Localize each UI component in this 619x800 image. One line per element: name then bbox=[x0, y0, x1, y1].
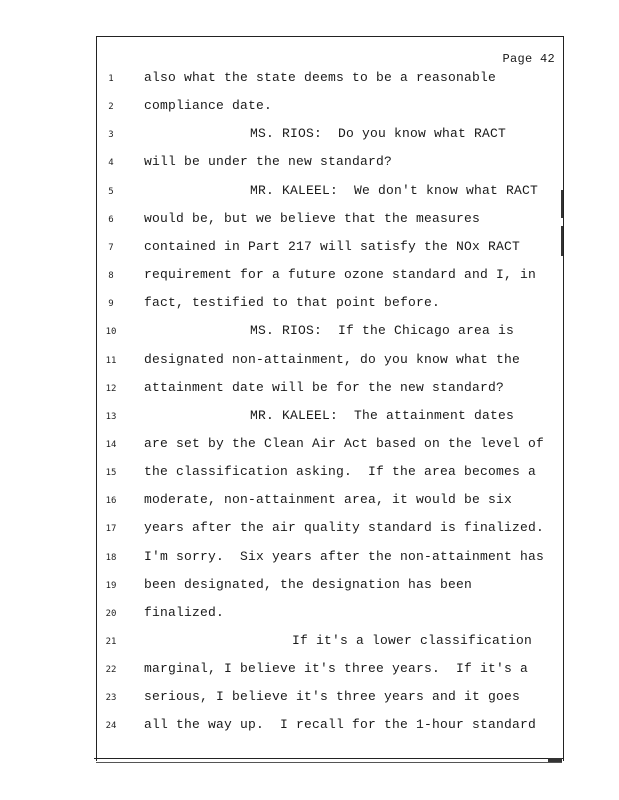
scan-artifact-mark bbox=[548, 758, 562, 762]
transcript-line bbox=[0, 352, 619, 372]
line-text: If it's a lower classification bbox=[292, 633, 533, 648]
transcript-line bbox=[0, 126, 619, 146]
line-text: requirement for a future ozone standard and I, in bbox=[144, 267, 537, 283]
line-number: 19 bbox=[105, 580, 117, 591]
line-number: 18 bbox=[105, 552, 117, 563]
transcript-line bbox=[0, 633, 619, 653]
line-number: 22 bbox=[105, 665, 117, 676]
line-number: 3 bbox=[108, 130, 114, 141]
line-text: MR. KALEEL: The attainment dates bbox=[250, 407, 515, 423]
line-number: 5 bbox=[108, 186, 114, 197]
line-number: 20 bbox=[105, 608, 117, 619]
transcript-line bbox=[0, 689, 619, 709]
line-number: 17 bbox=[105, 524, 117, 535]
line-text: serious, I believe it's three years and it goes bbox=[144, 689, 521, 705]
line-number: 14 bbox=[105, 439, 117, 450]
line-number: 8 bbox=[108, 271, 114, 282]
line-text: would be, but we believe that the measures bbox=[144, 210, 481, 226]
transcript-line bbox=[0, 661, 619, 681]
line-text: I'm sorry. Six years after the non-attainment has bbox=[144, 548, 545, 564]
line-text: attainment date will be for the new standard? bbox=[144, 379, 505, 395]
line-number: 7 bbox=[108, 242, 114, 253]
transcript-line bbox=[0, 464, 619, 484]
line-text: marginal, I believe it's three years. If it's a bbox=[144, 661, 529, 677]
line-text: been designated, the designation has been bbox=[144, 576, 473, 592]
transcript-line bbox=[0, 605, 619, 625]
transcript-line bbox=[0, 70, 619, 90]
transcript-line bbox=[0, 323, 619, 343]
line-number: 23 bbox=[105, 693, 117, 704]
line-text: contained in Part 217 will satisfy the NOx RACT bbox=[144, 238, 521, 254]
page-number: Page 42 bbox=[502, 52, 555, 66]
line-text: finalized. bbox=[144, 604, 225, 620]
line-text: all the way up. I recall for the 1-hour standard bbox=[144, 717, 537, 733]
transcript-line bbox=[0, 492, 619, 512]
line-number: 10 bbox=[105, 327, 117, 338]
page-bottom-rule bbox=[94, 758, 564, 759]
line-text: MS. RIOS: Do you know what RACT bbox=[250, 126, 507, 142]
line-number: 12 bbox=[105, 383, 117, 394]
line-number: 16 bbox=[105, 496, 117, 507]
transcript-line bbox=[0, 577, 619, 597]
line-text: will be under the new standard? bbox=[144, 154, 393, 170]
line-number: 13 bbox=[105, 411, 117, 422]
line-text: MS. RIOS: If the Chicago area is bbox=[250, 323, 515, 339]
line-text: also what the state deems to be a reasonable bbox=[144, 70, 497, 85]
line-text: the classification asking. If the area becomes a bbox=[144, 464, 537, 480]
transcript-line bbox=[0, 717, 619, 737]
line-text: compliance date. bbox=[144, 98, 273, 114]
transcript-line bbox=[0, 267, 619, 287]
line-number: 4 bbox=[108, 158, 114, 169]
line-text: are set by the Clean Air Act based on the level of bbox=[144, 435, 545, 451]
line-number: 1 bbox=[108, 74, 114, 84]
line-text: moderate, non-attainment area, it would be six bbox=[144, 492, 513, 508]
line-number: 9 bbox=[108, 299, 114, 310]
line-number: 15 bbox=[105, 468, 117, 479]
line-number: 2 bbox=[108, 102, 114, 113]
page-bottom-rule-inner bbox=[96, 762, 562, 763]
transcript-line bbox=[0, 295, 619, 315]
line-number: 11 bbox=[105, 355, 117, 366]
line-text: fact, testified to that point before. bbox=[144, 295, 441, 311]
line-text: designated non-attainment, do you know what the bbox=[144, 351, 521, 367]
transcript-line bbox=[0, 239, 619, 259]
transcript-line bbox=[0, 436, 619, 456]
transcript-line bbox=[0, 183, 619, 203]
transcript-line bbox=[0, 520, 619, 540]
transcript-line bbox=[0, 549, 619, 569]
line-number: 6 bbox=[108, 214, 114, 225]
transcript-line bbox=[0, 154, 619, 174]
line-text: years after the air quality standard is finalized. bbox=[144, 520, 545, 536]
transcript-line bbox=[0, 211, 619, 231]
transcript-line bbox=[0, 408, 619, 428]
line-text: MR. KALEEL: We don't know what RACT bbox=[250, 182, 539, 198]
line-number: 21 bbox=[105, 637, 117, 647]
transcript-line bbox=[0, 380, 619, 400]
line-number: 24 bbox=[105, 721, 117, 732]
transcript-line bbox=[0, 98, 619, 118]
